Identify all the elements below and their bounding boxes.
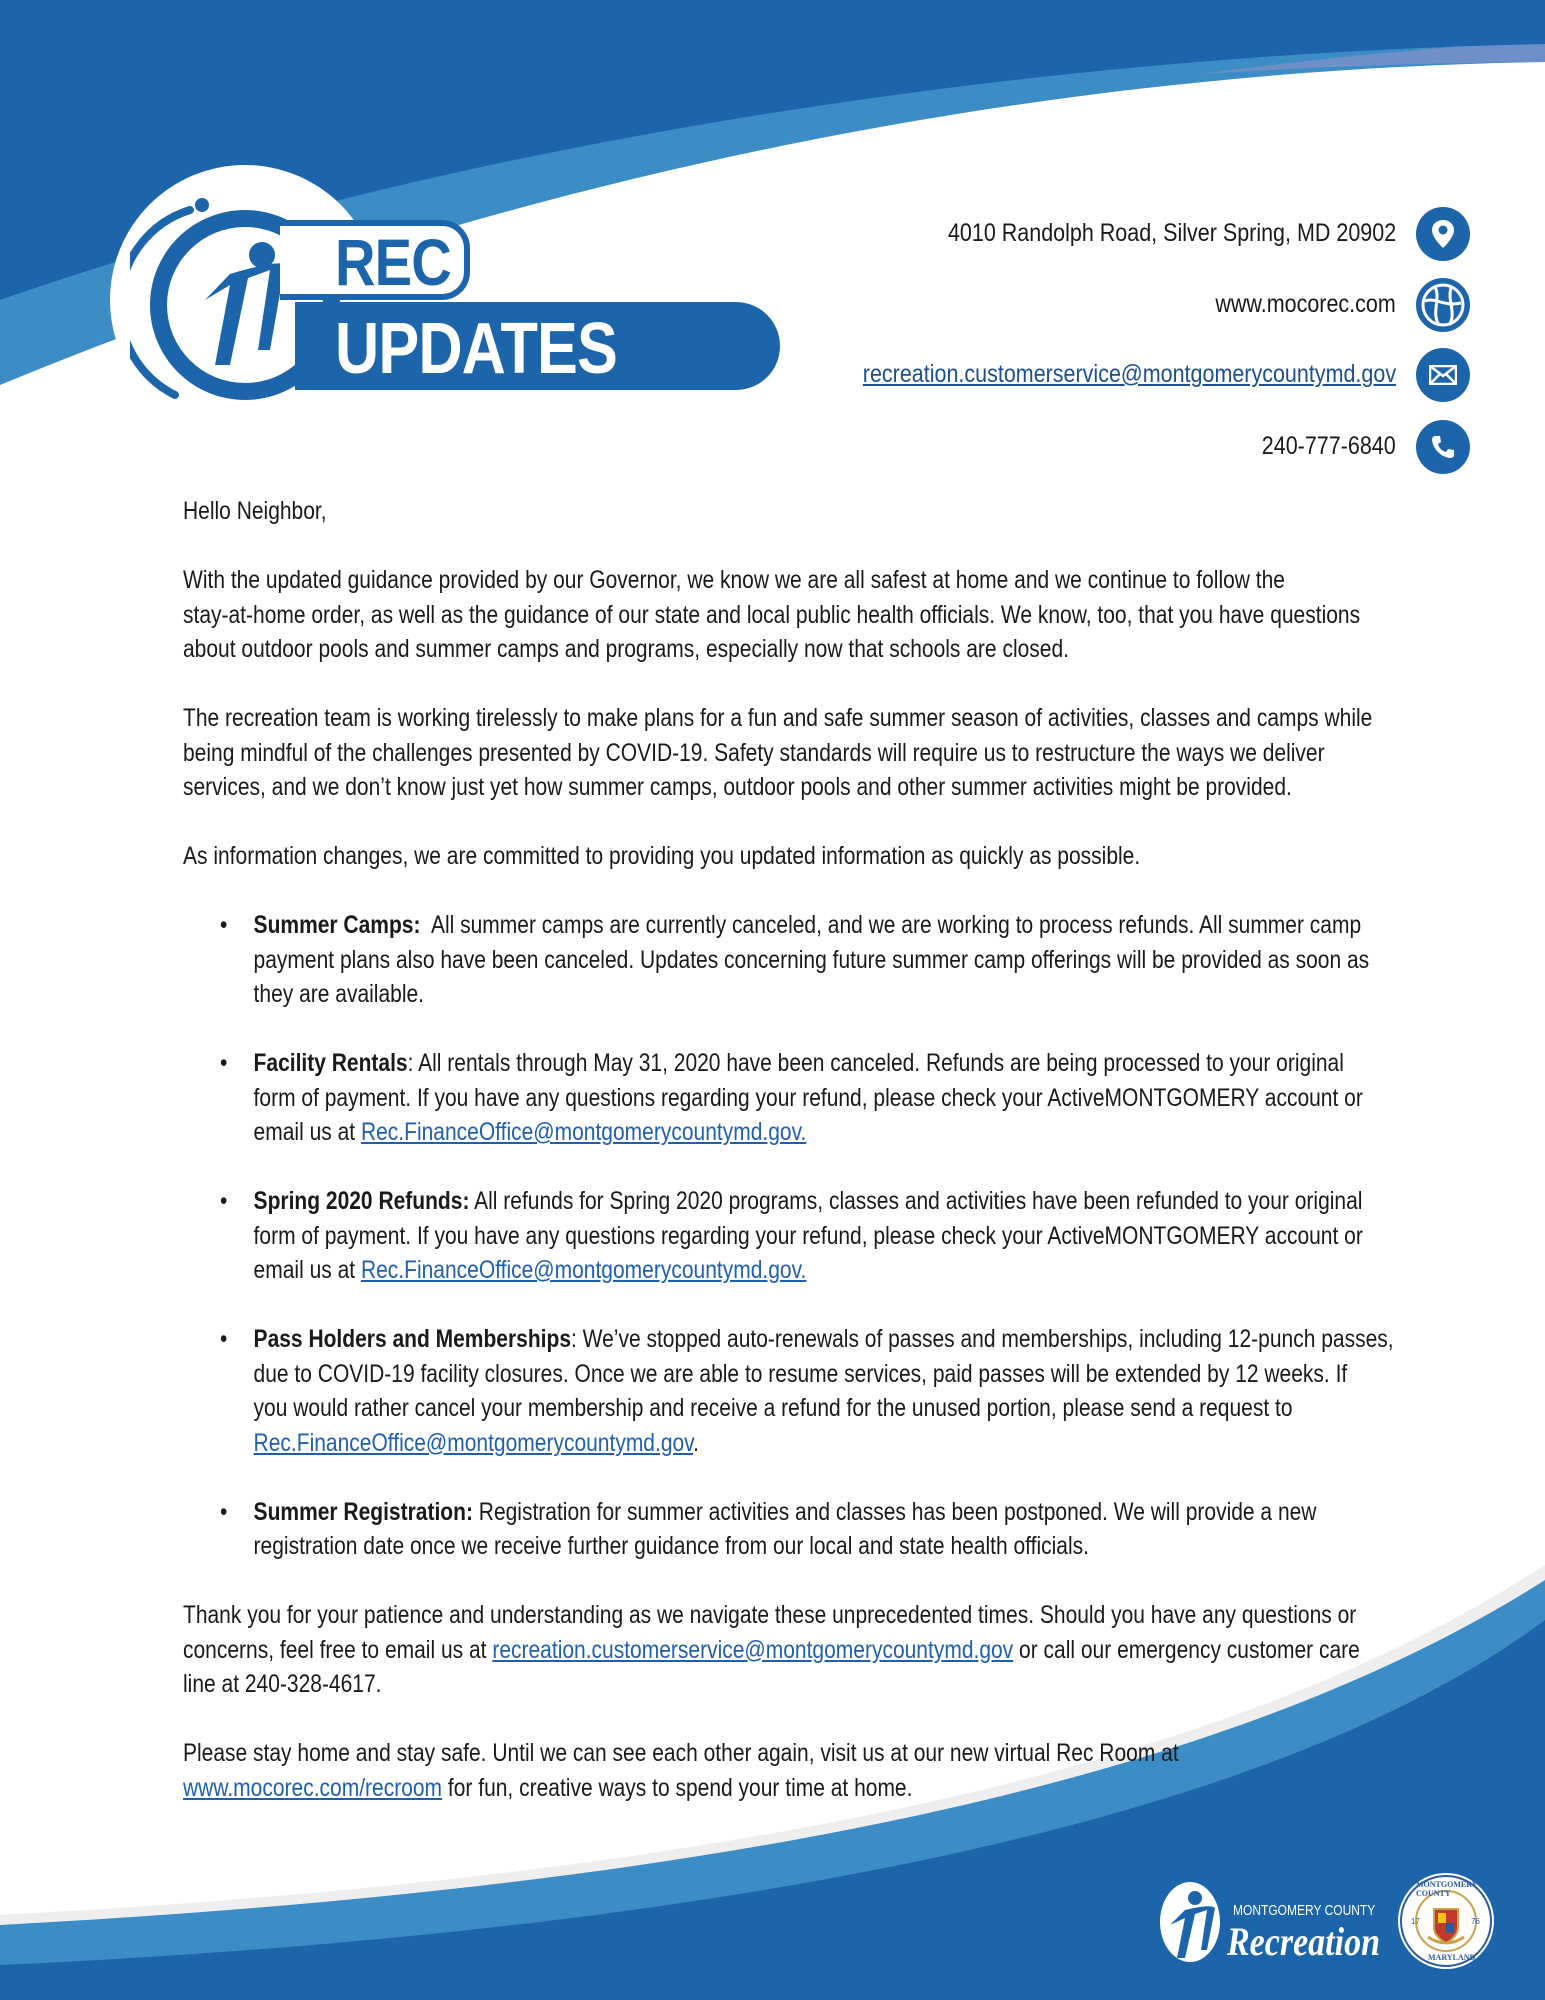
bullet-icon: • [219,1325,228,1353]
text-line: you would rather cancel your membership and receive a refund for the unused portion, please send a request to [253,1394,1293,1422]
text-line: Please stay home and stay safe. Until we can see each other again, visit us at our new virtual Rec Room at [183,1739,1179,1767]
county-seal [1398,1873,1494,1969]
seal-bottom-text: MARYLAND [1428,1953,1476,1962]
text: : We’ve stopped auto-renewals of passes and memberships, including 12-punch passes, [571,1325,1394,1353]
bullet-spring-refunds [183,1184,1363,1288]
text: : All rentals through May 31, 2020 have been canceled. Refunds are being processed to your original [407,1049,1344,1077]
seal-year-right: 76 [1471,1917,1480,1926]
email-link[interactable]: recreation.customerservice@montgomerycountymd.gov [862,360,1396,388]
text: All summer camps are currently canceled, and we are working to process refunds. All summer camp [420,911,1362,939]
text-line: form of payment. If you have any questions regarding your refund, please check your ActiveMONTGOMERY account or [253,1221,1363,1250]
text: Registration for summer activities and classes has been postponed. We will provide a new [472,1497,1317,1526]
text-line: registration date once we receive further guidance from our local and state health officials. [253,1532,1089,1560]
bullet-label: Facility Rentals [253,1049,408,1077]
bullet-label: Spring 2020 Refunds: [253,1187,470,1215]
bullet-icon: • [219,911,228,939]
text-line: being mindful of the challenges presented by COVID-19. Safety standards will require us to restructure the ways we deliver [183,738,1325,767]
recreation-wordmark: Recreation [1227,1919,1380,1964]
text-line: they are available. [253,980,425,1008]
customer-service-email-link[interactable]: recreation.customerservice@montgomerycountymd.gov [492,1635,1014,1664]
globe-icon [1416,278,1470,332]
bullet-icon: • [219,1497,228,1526]
paragraph-info: As information changes, we are committed to providing you updated information as quickly as possible. [183,842,1141,870]
paragraph-intro [183,563,1361,667]
montgomery-county-recreation-logo [1155,1880,1395,1965]
finance-email-link[interactable]: Rec.FinanceOffice@montgomerycountymd.gov. [360,1118,807,1146]
bullet-icon: • [219,1049,228,1077]
location-pin-icon [1416,207,1470,261]
rec-room-link[interactable]: www.mocorec.com/recroom [183,1773,443,1802]
text: email us at [253,1118,361,1146]
letter-body [183,494,1394,1805]
finance-email-link[interactable]: Rec.FinanceOffice@montgomerycountymd.gov. [360,1256,807,1284]
greeting: Hello Neighbor, [183,497,327,525]
text: concerns, feel free to email us at [183,1635,493,1664]
text: for fun, creative ways to spend your time at home. [442,1773,913,1802]
rec-updates-logo [130,190,670,410]
seal-top-text: MONTGOMERY COUNTY [1416,1880,1478,1898]
phone-icon [1416,420,1470,474]
paragraph-planning [183,701,1373,805]
text-line: about outdoor pools and summer camps and programs, especially now that schools are closed. [183,635,1069,663]
bullet-icon: • [219,1187,228,1215]
logo-rec-text: REC [335,225,451,299]
bullet-label: Summer Registration: [253,1497,473,1526]
envelope-icon [1416,348,1470,402]
text-line: The recreation team is working tirelessly to make plans for a fun and safe summer season of activities, classes and camps while [183,704,1373,732]
text-line: Thank you for your patience and understanding as we navigate these unprecedented times. Should you have any questions or [183,1601,1357,1629]
text: or call our emergency customer care [1013,1635,1360,1664]
text: email us at [253,1256,361,1284]
paragraph-stay-safe [183,1736,1351,1805]
text-line: form of payment. If you have any questions regarding your refund, please check your ActiveMONTGOMERY account or [253,1083,1363,1112]
phone-text: 240-777-6840 [1262,432,1396,460]
text: . [693,1428,699,1457]
bullet-facility-rentals [183,1046,1363,1150]
text-line: payment plans also have been canceled. Updates concerning future summer camp offerings will be provided as soon as [253,945,1370,974]
seal-year-left: 17 [1411,1917,1420,1926]
text-line: line at 240-328-4617. [183,1670,382,1698]
logo-updates-text: UPDATES [335,309,617,389]
bullet-summer-registration [183,1495,1351,1564]
runner-icon [1155,1880,1225,1965]
text-line: services, and we don’t know just yet how summer camps, outdoor pools and other summer activities might be provided. [183,773,1292,801]
text-line: With the updated guidance provided by our Governor, we know we are all safest at home and we continue to follow the [183,566,1285,594]
bullet-label: Summer Camps: [253,911,421,939]
text: All refunds for Spring 2020 programs, classes and activities have been refunded to your original [469,1187,1363,1215]
paragraph-thank-you [183,1598,1360,1702]
county-label: MONTGOMERY COUNTY [1233,1902,1376,1919]
finance-email-link[interactable]: Rec.FinanceOffice@montgomerycountymd.gov [253,1428,694,1457]
bullet-label: Pass Holders and Memberships [253,1325,572,1353]
bullet-pass-holders [183,1322,1394,1460]
text-line: due to COVID-19 facility closures. Once we are able to resume services, paid passes will be extended by 12 weeks. If [253,1359,1348,1388]
text-line: stay-at-home order, as well as the guidance of our state and local public health officials. We know, too, that you have questions [183,600,1361,629]
website-link[interactable]: www.mocorec.com [1215,290,1396,318]
bullet-summer-camps [183,908,1370,1012]
address-text: 4010 Randolph Road, Silver Spring, MD 20902 [947,219,1396,247]
